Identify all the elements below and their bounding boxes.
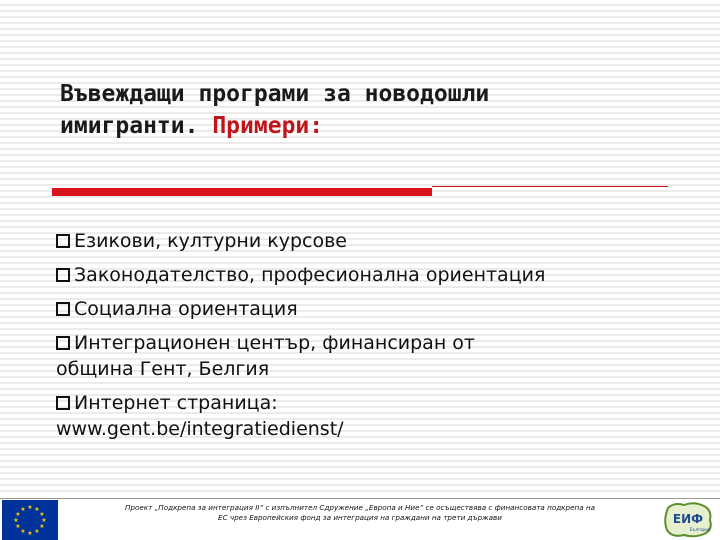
svg-text:★: ★	[27, 530, 33, 537]
bullet-item	[56, 390, 696, 442]
bullet-text: Законодателство, професионална ориентация	[74, 264, 546, 286]
hollow-square-icon	[56, 268, 70, 282]
title-accent: Примери:	[212, 113, 324, 139]
bullet-item	[56, 330, 696, 382]
svg-text:★: ★	[15, 511, 21, 518]
bullet-text: Социална ориентация	[74, 298, 298, 320]
svg-text:★: ★	[41, 517, 47, 524]
bullet-list	[56, 228, 696, 450]
hollow-square-icon	[56, 234, 70, 248]
footer-line-1: Проект „Подкрепа за интеграция II” с изпълнител Сдружение „Европа и Ние” се осъществява с финансовата подкрепа на	[124, 503, 596, 512]
hollow-square-icon	[56, 302, 70, 316]
bullet-item	[56, 296, 696, 322]
svg-text:★: ★	[34, 506, 40, 513]
title-line-1: Въвеждащи програми за новодошли	[60, 81, 490, 107]
bullet-text: Интернет страница:	[74, 392, 278, 414]
svg-text:★: ★	[15, 523, 21, 530]
title-underline-thick	[52, 188, 432, 196]
svg-text:★: ★	[27, 504, 33, 511]
hollow-square-icon	[56, 396, 70, 410]
bullet-item	[56, 228, 696, 254]
bullet-text-continued: община Гент, Белгия	[56, 358, 270, 380]
bullet-link-url[interactable]: www.gent.be/integratiedienst/	[56, 418, 344, 440]
bullet-text: Езикови, културни курсове	[74, 230, 347, 252]
svg-text:★: ★	[20, 528, 26, 535]
eu-flag-icon	[2, 500, 58, 540]
svg-text:★: ★	[39, 511, 45, 518]
eif-logo-icon	[660, 500, 716, 540]
svg-text:★: ★	[20, 506, 26, 513]
svg-text:★: ★	[13, 517, 19, 524]
bullet-text: Интеграционен център, финансиран от	[74, 332, 475, 354]
title-underline-thin	[432, 186, 668, 187]
footer-divider	[0, 498, 720, 499]
slide-title	[60, 78, 700, 142]
hollow-square-icon	[56, 336, 70, 350]
footer-funding-note	[64, 503, 656, 523]
bullet-item	[56, 262, 696, 288]
title-line-2: имигранти.	[60, 113, 213, 139]
footer-line-2: ЕС чрез Европейския фонд за интеграция на граждани на трети държави	[218, 513, 502, 522]
eif-logo-subtext: България	[689, 527, 711, 532]
svg-text:★: ★	[34, 528, 40, 535]
eif-logo-text: ЕИФ	[672, 512, 704, 526]
svg-text:★: ★	[39, 523, 45, 530]
